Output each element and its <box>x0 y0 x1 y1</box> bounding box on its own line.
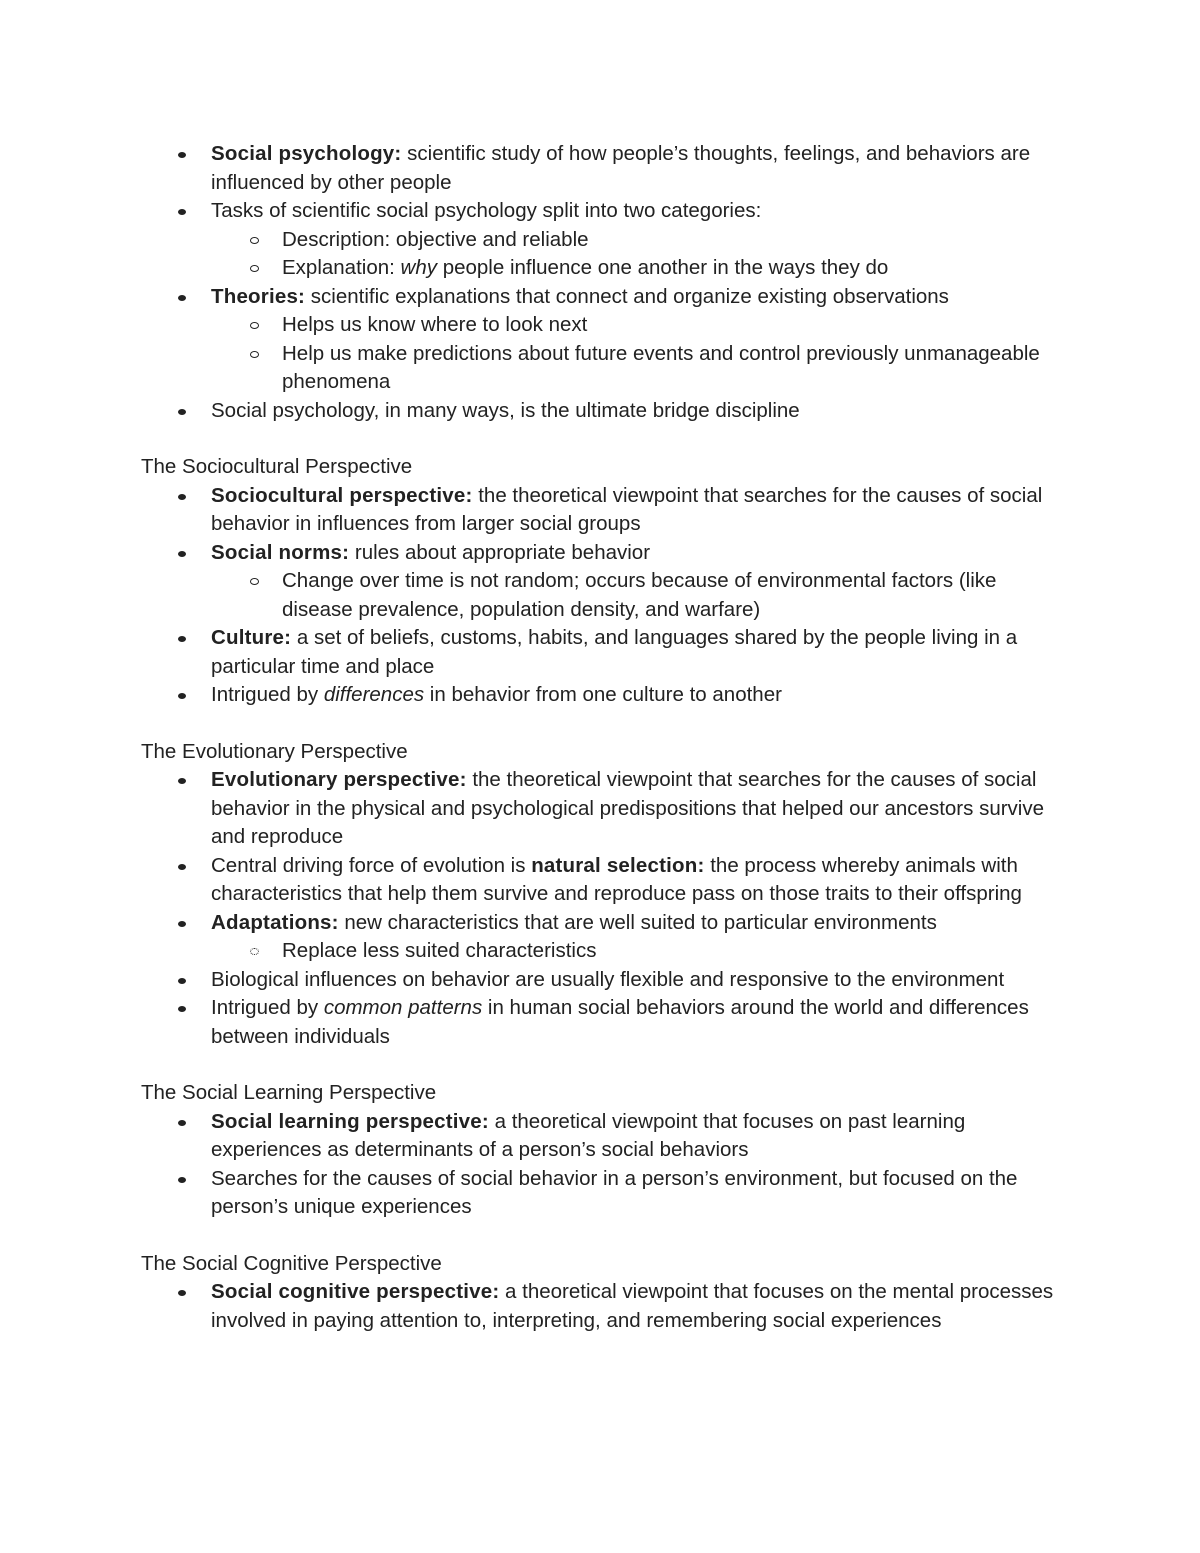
list-item: Searches for the causes of social behavior in a person’s environment, but focused on the person’s unique experiences <box>0 1165 1071 1222</box>
list-item: Social learning perspective: a theoretical viewpoint that focuses on past learning experiences as determinants of a person’s social behaviors <box>0 1108 1071 1165</box>
bullet-icon <box>178 978 186 984</box>
bullet-icon <box>178 1006 186 1012</box>
list-item: Intrigued by differences in behavior from one culture to another <box>0 681 1071 710</box>
section-intro <box>0 140 1200 425</box>
bullet-list <box>0 1108 1200 1222</box>
list-item: Social norms: rules about appropriate behavior Change over time is not random; occurs because of environmental factors (like disease prevalence, population density, and warfare) <box>0 539 1071 625</box>
section-heading: The Social Learning Perspective <box>141 1081 437 1104</box>
sub-list-item: Helps us know where to look next <box>282 311 1072 340</box>
bullet-icon <box>178 864 186 870</box>
bullet-icon <box>178 636 186 642</box>
hollow-bullet-icon <box>250 578 259 585</box>
bullet-icon <box>178 494 186 500</box>
bullet-icon <box>178 152 186 158</box>
bullet-list <box>0 1278 1200 1335</box>
list-item: Social cognitive perspective: a theoretical viewpoint that focuses on the mental processes involved in paying attention to, interpreting, and remembering social experiences <box>0 1278 1071 1335</box>
section-sociocultural <box>0 453 1200 710</box>
section-social-cognitive <box>0 1250 1200 1336</box>
list-item: Theories: scientific explanations that connect and organize existing observations Helps us know where to look next Help us make predictions about future events and control previously unmanageable phenomena <box>0 283 1071 397</box>
sub-list-item: Description: objective and reliable <box>282 226 1072 255</box>
bullet-icon <box>178 1120 186 1126</box>
document-page <box>0 140 1200 1335</box>
section-heading: The Evolutionary Perspective <box>141 739 408 763</box>
list-item: Culture: a set of beliefs, customs, habits, and languages shared by the people living in a particular time and place <box>0 624 1071 681</box>
section-heading: The Sociocultural Perspective <box>141 455 413 478</box>
sub-list-item: Explanation: why people influence one another in the ways they do <box>282 254 1072 283</box>
sub-list <box>282 226 1071 283</box>
list-item: Sociocultural perspective: the theoretical viewpoint that searches for the causes of social behavior in influences from larger social groups <box>0 482 1071 539</box>
section-heading: The Social Cognitive Perspective <box>141 1251 442 1275</box>
hollow-bullet-icon <box>250 237 259 244</box>
bullet-icon <box>178 921 186 927</box>
list-item: Biological influences on behavior are usually flexible and responsive to the environment <box>0 966 1071 995</box>
bullet-list <box>0 140 1200 425</box>
list-item: Social psychology: scientific study of how people’s thoughts, feelings, and behaviors are influenced by other people <box>0 140 1071 197</box>
hollow-bullet-icon <box>250 265 259 272</box>
list-item: Social psychology, in many ways, is the ultimate bridge discipline <box>0 397 1071 426</box>
section-social-learning <box>0 1079 1200 1222</box>
list-item: Tasks of scientific social psychology split into two categories: Description: objective and reliable Explanation: why people influence one another in the ways they do <box>0 197 1071 283</box>
sub-list-item: Help us make predictions about future events and control previously unmanageable phenomena <box>282 340 1072 397</box>
bullet-icon <box>178 778 186 784</box>
list-item: Intrigued by common patterns in human social behaviors around the world and differences between individuals <box>0 994 1071 1051</box>
hollow-bullet-icon <box>250 322 259 329</box>
bullet-icon <box>178 693 186 699</box>
sub-list <box>282 937 1071 966</box>
bullet-icon <box>178 1290 186 1296</box>
list-item: Evolutionary perspective: the theoretical viewpoint that searches for the causes of social behavior in the physical and psychological predispositions that helped our ancestors survive and reproduce <box>0 766 1071 852</box>
hollow-bullet-icon <box>250 948 259 955</box>
bullet-icon <box>178 409 186 415</box>
bullet-icon <box>178 1177 186 1183</box>
bullet-list <box>0 766 1200 1051</box>
sub-list-item: Change over time is not random; occurs because of environmental factors (like disease prevalence, population density, and warfare) <box>282 567 1072 624</box>
list-item: Central driving force of evolution is natural selection: the process whereby animals with characteristics that help them survive and reproduce pass on those traits to their offspring <box>0 852 1071 909</box>
bullet-icon <box>178 295 186 301</box>
sub-list-item: Replace less suited characteristics <box>282 937 1072 966</box>
hollow-bullet-icon <box>250 351 259 358</box>
sub-list <box>282 311 1071 397</box>
section-evolutionary <box>0 738 1200 1052</box>
list-item: Adaptations: new characteristics that are well suited to particular environments Replace less suited characteristics <box>0 909 1071 966</box>
bullet-list <box>0 482 1200 710</box>
bullet-icon <box>178 551 186 557</box>
bullet-icon <box>178 209 186 215</box>
sub-list <box>282 567 1071 624</box>
